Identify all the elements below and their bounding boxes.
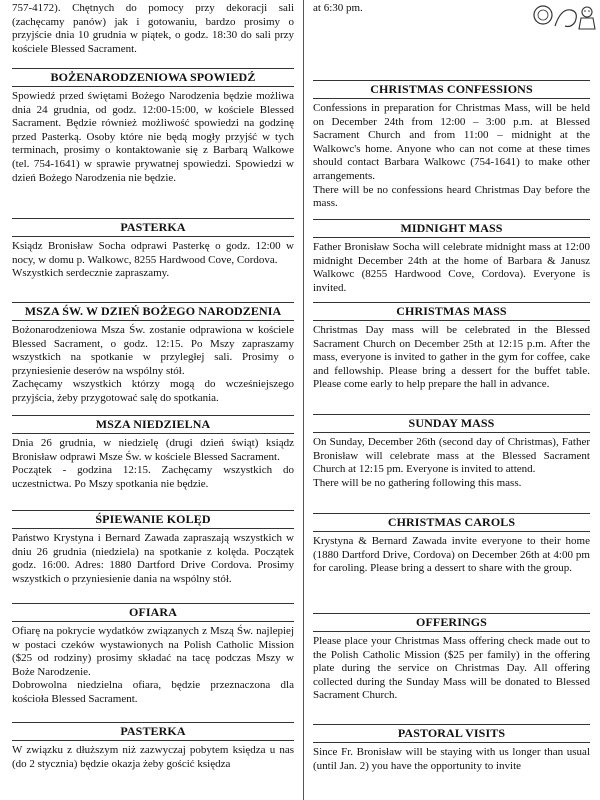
section-midnight-mass	[313, 219, 590, 295]
section-pastoral-visits	[313, 724, 590, 773]
section-text: Krystyna & Bernard Zawada invite everyone to their home (1880 Dartford Drive, Cordova) on December 26th at 4:00 pm for caroling. Please bring a dessert to share with the group.	[313, 535, 590, 575]
section-spowiedz	[12, 68, 294, 185]
section-title: ŚPIEWANIE KOLĘD	[12, 510, 294, 529]
section-title: CHRISTMAS MASS	[313, 302, 590, 321]
section-title: MSZA NIEDZIELNA	[12, 415, 294, 434]
section-title: OFIARA	[12, 603, 294, 622]
section-title: MIDNIGHT MASS	[313, 219, 590, 238]
section-title: PASTORAL VISITS	[313, 724, 590, 743]
section-title: PASTERKA	[12, 218, 294, 237]
section-text: Ofiarę na pokrycie wydatków związanych z Mszą Św. najlepiej w postaci czeków wystawionych na Polish Catholic Mission ($25 od rodziny) prosimy składać na tacę podczas Mszy w Boże Narodzenie.	[12, 625, 294, 678]
section-title: MSZA ŚW. W DZIEŃ BOŻEGO NARODZENIA	[12, 302, 294, 321]
section-text: Please place your Christmas Mass offering check made out to the Polish Catholic Mission ($25 per family) in the offering plate during the service on Christmas Day. All offering collected during the Sunday Mass will be donated to Blessed Sacrament Church.	[313, 635, 590, 702]
section-text: Ksiądz Bronisław Socha odprawi Pasterkę o godz. 12:00 w nocy, w domu p. Walkowc, 8255 Hardwood Cove, Cordova.	[12, 240, 294, 266]
section-text: Father Bronisław Socha will celebrate midnight mass at 12:00 midnight December 24th at the home of Barbara & Janusz Walkowc (8255 Hardwood Cove, Cordova). Everyone is invited.	[313, 241, 590, 294]
section-text: Państwo Krystyna i Bernard Zawada zapraszają wszystkich w dniu 26 grudnia (niedziela) na spotkanie z kolęda. Początek godz. 16:00. Adres: 1880 Dartford Drive Cordova. Prosimy wszystkich o przyniesienie dania na wspólny stół.	[12, 532, 294, 585]
section-ofiara	[12, 603, 294, 707]
section-text: Bożonarodzeniowa Msza Św. zostanie odprawiona w kościele Blessed Sacrament, o godz. 12:15. Po Mszy zapraszamy wszystkich na spotkanie w przyległej sali. Prosimy o przyniesienie deserów na wspólny stół.	[12, 324, 294, 377]
section-sunday-mass	[313, 414, 590, 490]
section-offerings	[313, 613, 590, 703]
section-pasterka-2	[12, 722, 294, 771]
section-text: Christmas Day mass will be celebrated in the Blessed Sacrament Church on December 25th at 12:15 p.m. After the mass, everyone is invited to gather in the gym for coffee, cake and fellowship. Please bring a dessert for the buffet table. Please come early to help prepare the hall in advance.	[313, 324, 590, 391]
section-text: Dnia 26 grudnia, w niedzielę (drugi dzień świąt) ksiądz Bronisław odprawi Msze Św. w kościele Blessed Sacrament.	[12, 437, 294, 463]
section-text: Dobrowolna niedzielna ofiara, będzie przeznaczona dla kościoła Blessed Sacrament.	[12, 679, 294, 705]
section-text: Początek - godzina 12:15. Zachęcamy wszystkich do uczestnictwa. Po Mszy spotkania nie będzie.	[12, 464, 294, 490]
section-spiewanie-koled	[12, 510, 294, 586]
intro-text: at 6:30 pm.	[313, 2, 363, 14]
section-text: Since Fr. Bronisław will be staying with us longer than usual (until Jan. 2) you have the opportunity to invite	[313, 746, 590, 772]
section-title: CHRISTMAS CAROLS	[313, 513, 590, 532]
section-msza-bozego-narodzenia	[12, 302, 294, 406]
section-text: There will be no gathering following this mass.	[313, 476, 522, 489]
intro-text: 757-4172). Chętnych do pomocy przy dekoracji sali (zachęcamy panów) jak i gotowaniu, bardzo prosimy o przyjście dnia 10 grudnia w piątek, o godz. 18:30 do sali przy kościele Blessed Sacrament.	[12, 2, 294, 55]
intro-block	[12, 2, 294, 56]
gingerbread-ornament-icon	[531, 2, 600, 32]
section-text: Confessions in preparation for Christmas Mass, will be held on December 24th from 12:00 – 3:00 p.m. at Blessed Sacrament Church and from 11:00 – midnight at the Walkowc's home. Anyone who can not come at these times should contact Barbara Walkowc (754-1641) to make other arrangements.	[313, 102, 590, 182]
section-title: PASTERKA	[12, 722, 294, 741]
section-text: There will be no confessions heard Christmas Day before the mass.	[313, 183, 590, 210]
section-text: Spowiedź przed świętami Bożego Narodzenia będzie możliwa dnia 24 grudnia, od godz. 12:00-15:00, w kościele Blessed Sacrament. Będzie również możliwość spowiedzi na godzinę przed Pasterką. Osoby które nie będą mogły przyjść w tych terminach, prosimy o kontaktowanie się z Barbarą Walkowe (tel. 754-1641) w sprawie prywatnej spowiedzi. Spowiedzi w dzień Bożego Narodzenia nie będzie.	[12, 90, 294, 184]
section-christmas-carols	[313, 513, 590, 576]
section-text: W związku z dłuższym niż zazwyczaj pobytem księdza u nas (do 2 stycznia) będzie okazja żeby gościć księdza	[12, 744, 294, 770]
section-text: On Sunday, December 26th (second day of Christmas), Father Bronisław will celebrate mass at the Blessed Sacrament Church at 12:15 pm. Everyone is invited to attend.	[313, 436, 590, 476]
section-title: CHRISTMAS CONFESSIONS	[313, 80, 590, 99]
column-divider	[303, 0, 304, 800]
section-text: Zachęcamy wszystkich którzy mogą do wcześniejszego przyjścia, żeby przygotować salę do spotkania.	[12, 378, 294, 404]
section-christmas-mass	[313, 302, 590, 392]
section-title: SUNDAY MASS	[313, 414, 590, 433]
section-text: Wszystkich serdecznie zapraszamy.	[12, 267, 170, 280]
section-title: BOŻENARODZENIOWA SPOWIEDŹ	[12, 68, 294, 87]
section-msza-niedzielna	[12, 415, 294, 491]
section-title: OFFERINGS	[313, 613, 590, 632]
section-christmas-confessions	[313, 80, 590, 211]
section-pasterka	[12, 218, 294, 281]
